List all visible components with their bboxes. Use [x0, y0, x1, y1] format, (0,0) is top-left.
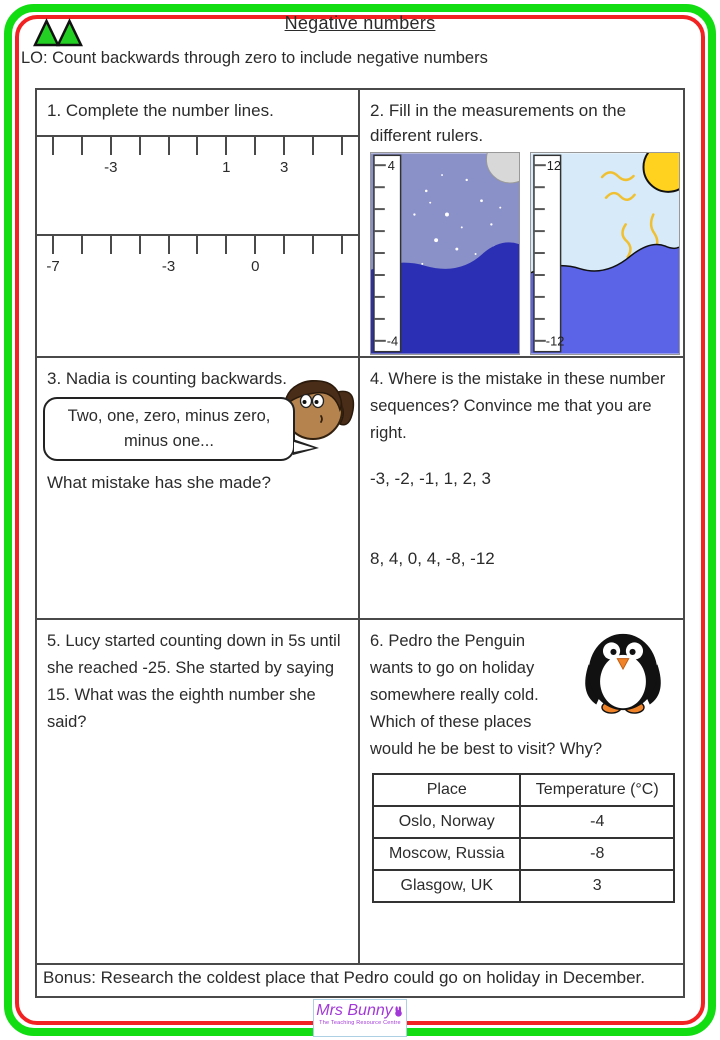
number-line-tick	[251, 236, 260, 275]
ruler-night-top-label: 4	[387, 158, 395, 174]
question-3-heading: 3. Nadia is counting backwards.	[47, 369, 288, 388]
tick-mark	[110, 236, 112, 254]
tick-mark	[110, 137, 112, 155]
table-header-row	[373, 774, 674, 806]
logo-tagline: The Teaching Resource Centre	[319, 1020, 401, 1026]
learning-objective: LO: Count backwards through zero to include negative numbers	[21, 49, 488, 67]
tick-mark	[225, 137, 227, 155]
number-line-tick	[46, 236, 60, 275]
number-sequence-1: -3, -2, -1, 1, 2, 3	[370, 469, 491, 488]
tick-label: -3	[104, 159, 118, 176]
ruler-scenes	[360, 148, 683, 355]
number-line-tick	[279, 137, 289, 176]
ruler-day-bottom-label: -12	[545, 333, 565, 349]
ruler-day-top-label: 12	[546, 158, 562, 174]
tick-mark	[312, 236, 314, 254]
question-6-text-block	[360, 620, 683, 763]
number-line-tick	[139, 236, 141, 275]
bonus-row	[37, 965, 683, 996]
tick-mark	[341, 137, 343, 155]
question-3-cell	[37, 358, 360, 618]
tick-label: -3	[161, 258, 176, 275]
row-2	[37, 358, 683, 620]
number-line-tick	[52, 137, 54, 176]
number-line-tick	[161, 236, 176, 275]
page-title: Negative numbers	[284, 13, 436, 33]
speech-line-1: Two, one, zero, minus zero,	[67, 407, 271, 425]
night-scene-image	[370, 152, 520, 355]
ruler-day	[534, 155, 564, 351]
ruler-night-bottom-label: -4	[386, 333, 399, 349]
temperature-cell: -8	[520, 838, 674, 870]
tick-mark	[81, 236, 83, 254]
tick-mark	[168, 137, 170, 155]
tick-mark	[196, 137, 198, 155]
number-line-tick	[312, 137, 314, 176]
question-4-heading: 4. Where is the mistake in these number sequences? Convince me that you are right.	[370, 370, 666, 442]
table-row	[373, 838, 674, 870]
tick-mark	[341, 236, 343, 254]
number-line-tick	[283, 236, 285, 275]
ruler-night	[374, 155, 401, 351]
question-1-cell	[37, 90, 360, 356]
question-3-prompt: What mistake has she made?	[47, 473, 271, 492]
number-line-tick	[81, 137, 83, 176]
speech-bubble-tail	[293, 439, 319, 455]
tick-mark	[283, 137, 285, 155]
tick-mark	[139, 236, 141, 254]
tick-mark	[225, 236, 227, 254]
number-line-tick	[341, 137, 343, 176]
tick-mark	[81, 137, 83, 155]
tick-label: 0	[251, 258, 260, 275]
number-line-tick	[222, 137, 231, 176]
row-3	[37, 620, 683, 965]
table-header-temperature: Temperature (°C)	[520, 774, 674, 806]
tick-mark	[52, 137, 54, 155]
number-line-tick	[196, 137, 198, 176]
bonus-text: Bonus: Research the coldest place that Pedro could go on holiday in December.	[43, 968, 645, 987]
number-line-1	[37, 135, 358, 176]
table-row	[373, 806, 674, 838]
tick-mark	[283, 236, 285, 254]
tick-mark	[254, 137, 256, 155]
tick-mark	[196, 236, 198, 254]
temperature-table	[372, 773, 675, 903]
tick-label: 1	[222, 159, 231, 176]
number-line-tick	[168, 137, 170, 176]
table-header-place: Place	[373, 774, 520, 806]
speech-line-2: minus one...	[124, 432, 214, 450]
number-line-tick	[312, 236, 314, 275]
question-6-text: 6. Pedro the Penguin wants to go on holiday somewhere really cold. Which of these places would he be best to visit? Why?	[370, 632, 603, 758]
mrs-bunny-logo	[313, 999, 407, 1037]
tick-mark	[312, 137, 314, 155]
day-scene-image	[530, 152, 680, 355]
place-cell: Glasgow, UK	[373, 870, 520, 902]
number-line-2	[37, 234, 358, 275]
bunny-icon	[393, 1006, 404, 1017]
row-1	[37, 90, 683, 358]
place-cell: Oslo, Norway	[373, 806, 520, 838]
number-line-tick	[341, 236, 343, 275]
question-2-heading: 2. Fill in the measurements on the different rulers.	[370, 101, 627, 145]
tick-mark	[168, 236, 170, 254]
number-line-tick	[110, 236, 112, 275]
tick-mark	[52, 236, 54, 254]
number-line-tick	[225, 236, 227, 275]
number-line-tick	[81, 236, 83, 275]
place-cell: Moscow, Russia	[373, 838, 520, 870]
temperature-cell: -4	[520, 806, 674, 838]
tick-label: -7	[46, 258, 60, 275]
number-line-tick	[254, 137, 256, 176]
tick-label: 3	[279, 159, 289, 176]
question-6-cell	[360, 620, 683, 963]
number-line-tick	[196, 236, 198, 275]
question-5-cell	[37, 620, 360, 963]
number-line-tick	[104, 137, 118, 176]
temperature-cell: 3	[520, 870, 674, 902]
tick-mark	[139, 137, 141, 155]
tick-mark	[254, 236, 256, 254]
number-line-tick	[139, 137, 141, 176]
logo-name: Mrs Bunny	[314, 1002, 406, 1020]
number-sequence-2: 8, 4, 0, 4, -8, -12	[370, 549, 495, 568]
question-2-cell	[360, 90, 683, 356]
penguin-icon	[573, 630, 673, 714]
table-row	[373, 870, 674, 902]
question-4-cell	[360, 358, 683, 618]
question-1-heading: 1. Complete the number lines.	[47, 101, 274, 120]
question-5-text: 5. Lucy started counting down in 5s until she reached -25. She started by saying 15. What was the eighth number she said?	[47, 632, 341, 731]
worksheet-grid	[35, 88, 685, 998]
